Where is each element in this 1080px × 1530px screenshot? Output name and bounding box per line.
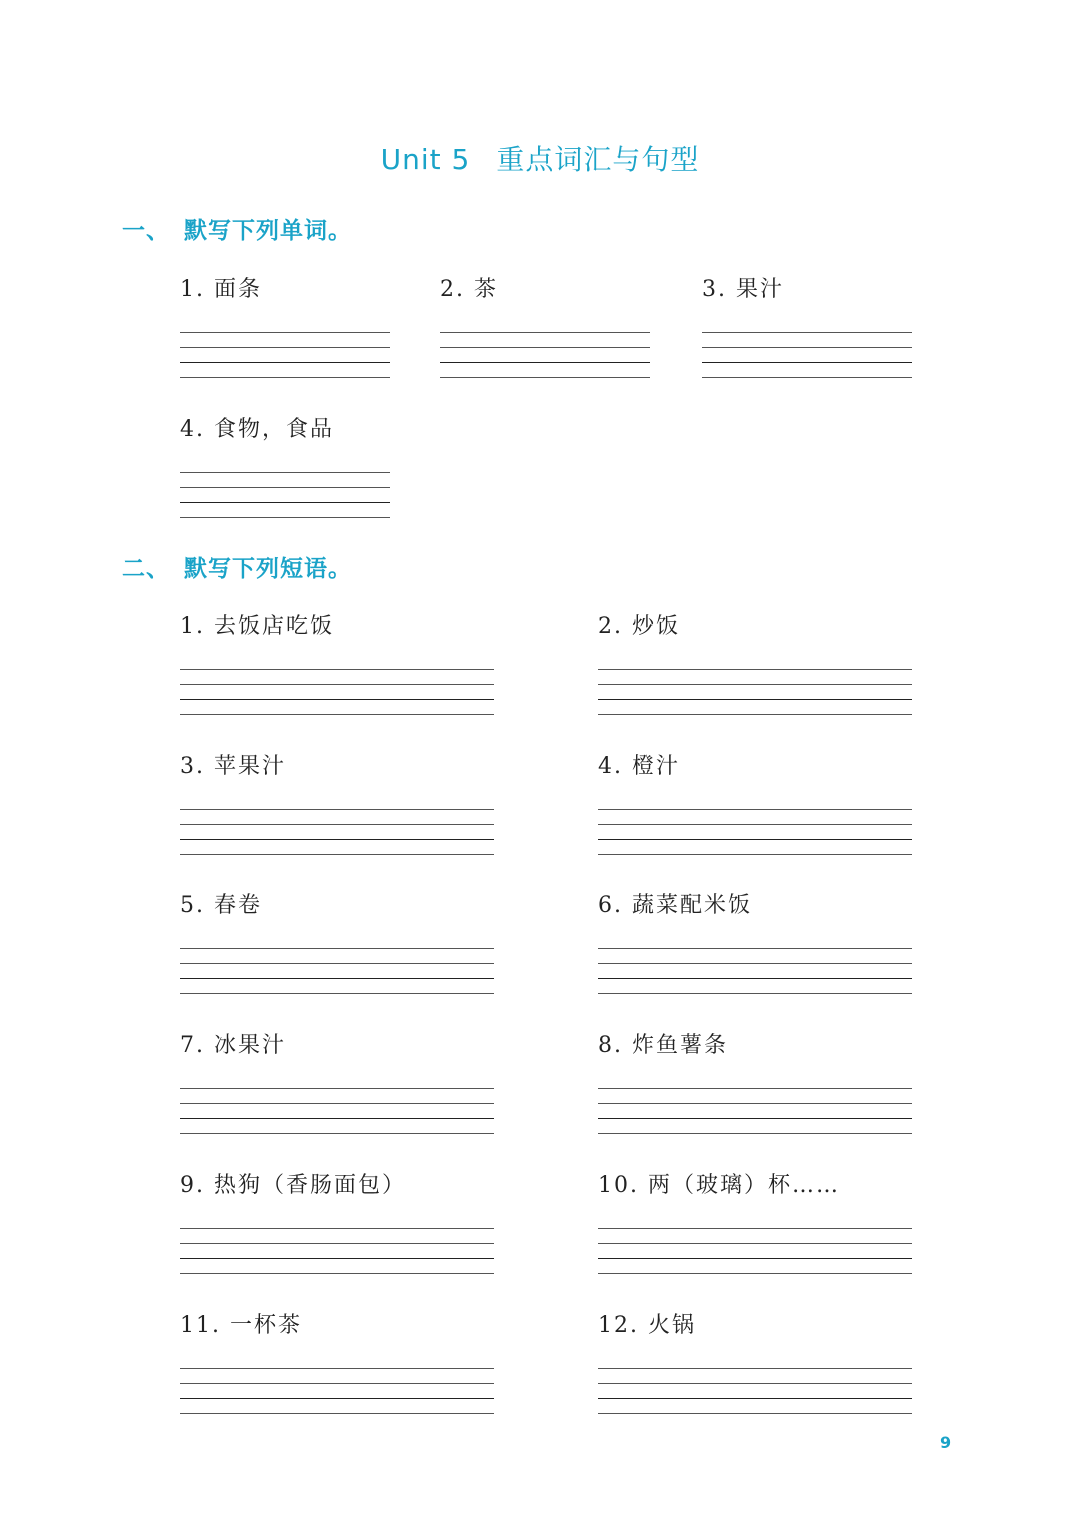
phrase-item-label: 11. 一杯茶	[180, 1313, 302, 1338]
word-item-label: 2. 茶	[440, 277, 498, 302]
word-item	[702, 272, 784, 303]
phrase-item	[180, 749, 286, 780]
phrase-item	[180, 1028, 286, 1059]
word-item-label: 4. 食物，食品	[180, 417, 334, 442]
phrase-item-label: 5. 春卷	[180, 893, 262, 918]
phrase-item-label: 12. 火锅	[598, 1313, 696, 1338]
unit-label: Unit 5	[380, 143, 471, 176]
section-1-title: 默写下列单词。	[184, 218, 352, 244]
phrase-item	[180, 1308, 302, 1339]
word-item	[440, 272, 498, 303]
phrase-item	[598, 749, 680, 780]
phrase-item	[180, 609, 334, 640]
phrase-item-label: 4. 橙汁	[598, 754, 680, 779]
phrase-item-label: 3. 苹果汁	[180, 754, 286, 779]
word-item-label: 1. 面条	[180, 277, 262, 302]
section-2-number: 二、	[122, 556, 170, 582]
phrase-item-label: 6. 蔬菜配米饭	[598, 893, 752, 918]
phrase-item-label: 9. 热狗（香肠面包）	[180, 1173, 406, 1198]
phrase-item	[598, 888, 752, 919]
phrase-item	[598, 1168, 840, 1199]
phrase-item	[180, 888, 262, 919]
phrase-item-label: 7. 冰果汁	[180, 1033, 286, 1058]
phrase-item-label: 10. 两（玻璃）杯……	[598, 1173, 840, 1198]
unit-subtitle: 重点词汇与句型	[496, 143, 700, 176]
section-2-title: 默写下列短语。	[184, 556, 352, 582]
word-item	[180, 412, 334, 443]
word-item-label: 3. 果汁	[702, 277, 784, 302]
section-1-heading	[122, 212, 352, 245]
word-item	[180, 272, 262, 303]
phrase-item	[598, 609, 680, 640]
phrase-item-label: 2. 炒饭	[598, 614, 680, 639]
page-number: 9	[940, 1433, 952, 1452]
phrase-item-label: 8. 炸鱼薯条	[598, 1033, 728, 1058]
phrase-item	[598, 1308, 696, 1339]
phrase-item-label: 1. 去饭店吃饭	[180, 614, 334, 639]
page-title	[0, 138, 1080, 178]
phrase-item	[180, 1168, 406, 1199]
section-1-number: 一、	[122, 218, 170, 244]
phrase-item	[598, 1028, 728, 1059]
section-2-heading	[122, 550, 352, 583]
